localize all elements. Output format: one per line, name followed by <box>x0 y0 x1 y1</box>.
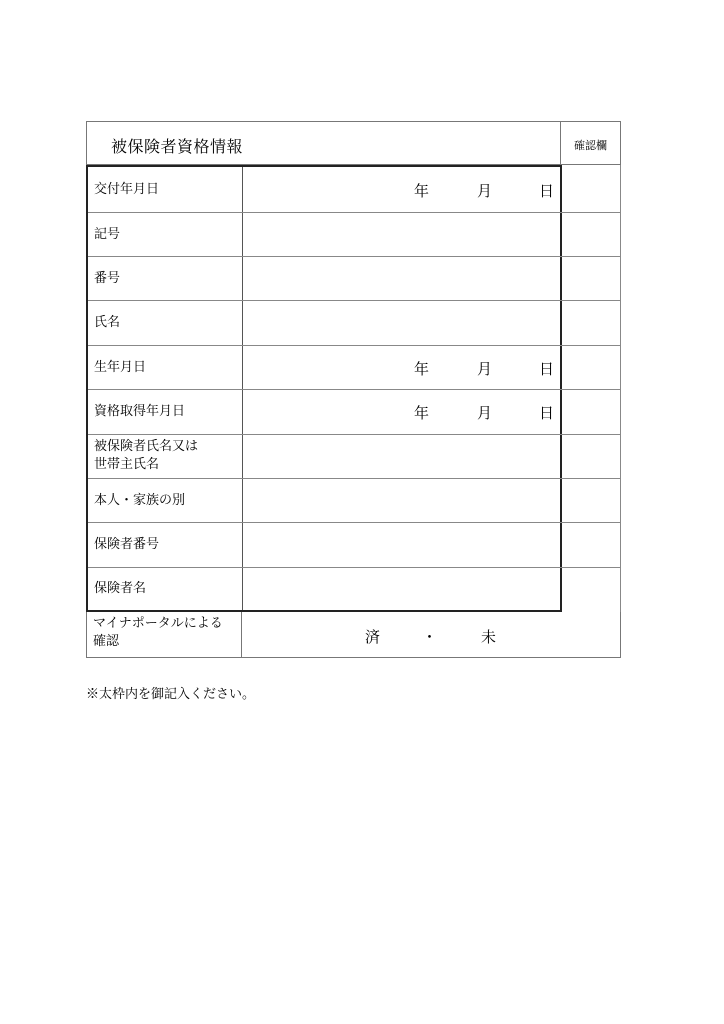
column-divider <box>242 213 243 256</box>
column-divider <box>242 479 243 522</box>
confirm-cell[interactable] <box>562 301 621 346</box>
row-insured-or-householder-name[interactable] <box>88 435 562 479</box>
row-birth-date <box>88 346 562 390</box>
month-label: 月 <box>477 360 493 378</box>
row-issue-date <box>88 167 562 213</box>
day-label: 日 <box>539 404 555 422</box>
row-mynaportal-confirmation <box>86 612 621 658</box>
confirm-cell[interactable] <box>562 257 621 301</box>
form-title: 被保険者資格情報 <box>111 137 244 156</box>
confirm-cell[interactable] <box>562 213 621 257</box>
month-label: 月 <box>477 182 493 200</box>
row-number[interactable] <box>88 257 562 301</box>
confirm-cell[interactable] <box>562 479 621 523</box>
column-divider <box>241 612 242 657</box>
row-self-family[interactable] <box>88 479 562 523</box>
confirm-cell[interactable] <box>562 165 621 213</box>
label-name: 氏名 <box>94 315 121 330</box>
row-insurer-name[interactable] <box>88 568 562 610</box>
label-birth-date: 生年月日 <box>94 360 147 375</box>
day-label: 日 <box>539 182 555 200</box>
label-line-2: 確認 <box>93 634 120 649</box>
year-label: 年 <box>414 360 430 378</box>
year-label: 年 <box>414 182 430 200</box>
day-label: 日 <box>539 360 555 378</box>
entry-area-thick-frame <box>86 165 562 612</box>
row-name[interactable] <box>88 301 562 346</box>
status-not-yet[interactable]: 未 <box>481 628 497 646</box>
column-divider <box>242 346 243 389</box>
label-line-1: マイナポータルによる <box>93 616 223 631</box>
label-mynaportal <box>93 615 223 651</box>
label-line-1: 被保険者氏名又は <box>94 439 199 454</box>
row-acquisition-date <box>88 390 562 435</box>
column-divider <box>242 568 243 610</box>
footnote: ※太枠内を御記入ください。 <box>86 687 256 702</box>
confirm-column-header <box>560 121 621 165</box>
confirm-cell[interactable] <box>562 568 621 612</box>
form-title-row <box>86 121 560 165</box>
status-separator: ・ <box>422 628 438 646</box>
column-divider <box>242 301 243 345</box>
confirm-cell[interactable] <box>562 523 621 568</box>
confirm-cell[interactable] <box>562 390 621 435</box>
label-insurer-number: 保険者番号 <box>94 537 160 552</box>
row-symbol[interactable] <box>88 213 562 257</box>
status-done[interactable]: 済 <box>365 628 381 646</box>
year-label: 年 <box>414 404 430 422</box>
column-divider <box>242 257 243 300</box>
label-insurer-name: 保険者名 <box>94 581 147 596</box>
column-divider <box>242 167 243 212</box>
label-line-2: 世帯主氏名 <box>94 457 160 472</box>
label-number: 番号 <box>94 271 121 286</box>
column-divider <box>242 435 243 478</box>
label-acquisition-date: 資格取得年月日 <box>94 404 186 419</box>
confirm-header-label: 確認欄 <box>574 139 607 152</box>
label-insured-name <box>94 438 198 474</box>
insured-info-form <box>86 121 621 658</box>
column-divider <box>242 523 243 567</box>
confirm-cell[interactable] <box>562 346 621 390</box>
label-self-family: 本人・家族の別 <box>94 493 186 508</box>
row-insurer-number[interactable] <box>88 523 562 568</box>
month-label: 月 <box>477 404 493 422</box>
confirm-cell[interactable] <box>562 435 621 479</box>
column-divider <box>242 390 243 434</box>
label-symbol: 記号 <box>94 227 121 242</box>
label-issue-date: 交付年月日 <box>94 182 160 197</box>
